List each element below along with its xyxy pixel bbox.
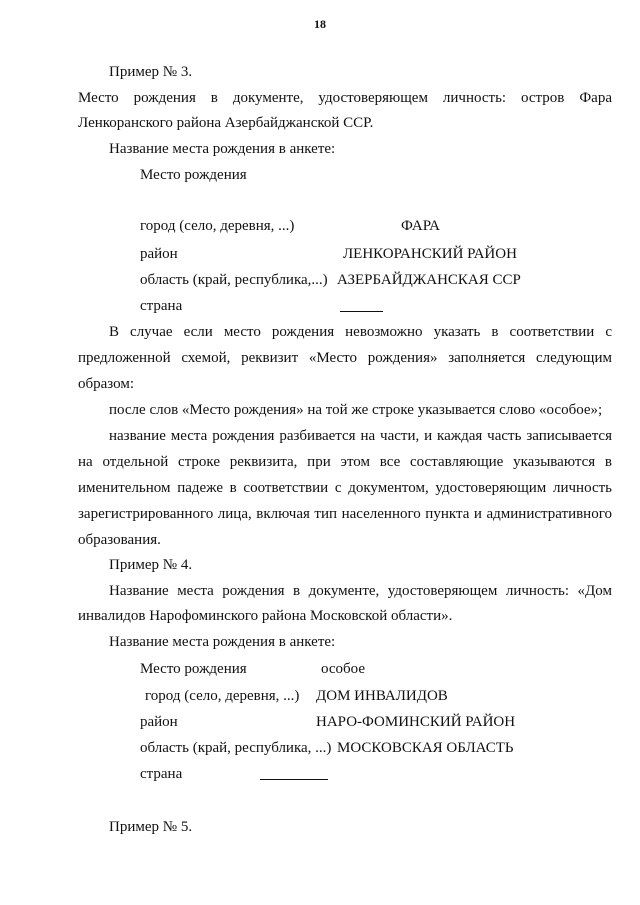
example-4-heading: Пример № 4.	[109, 557, 193, 573]
example-3-birthplace-label: Место рождения	[140, 167, 247, 183]
instruction-rule-2-line-1: название места рождения разбивается на части, и каждая часть записывается	[109, 428, 612, 444]
example-3-anketa-label: Название места рождения в анкете:	[109, 141, 336, 157]
example-3-city-label: город (село, деревня, ...)	[140, 218, 295, 234]
instruction-rule-2-line-4: зарегистрированного лица, включая тип населенного пункта и административного	[78, 506, 612, 522]
instruction-rule-2-line-5: образования.	[78, 532, 161, 548]
example-4-birthplace-value: особое	[321, 661, 366, 677]
example-3-city-value: ФАРА	[401, 218, 440, 234]
example-4-district-label: район	[140, 714, 178, 730]
example-3-country-blank	[340, 311, 383, 312]
example-4-country-label: страна	[140, 766, 183, 782]
example-3-document-line-2: Ленкоранского района Азербайджанской ССР.	[78, 115, 374, 131]
example-3-heading: Пример № 3.	[109, 64, 193, 80]
example-3-district-value: ЛЕНКОРАНСКИЙ РАЙОН	[343, 246, 517, 262]
instruction-rule-1: после слов «Место рождения» на той же строке указывается слово «особое»;	[109, 402, 603, 418]
example-4-city-label: город (село, деревня, ...)	[145, 688, 300, 704]
example-3-region-value: АЗЕРБАЙДЖАНСКАЯ ССР	[337, 272, 521, 288]
instruction-line-3: образом:	[78, 376, 135, 392]
instruction-rule-2-line-2: на отдельной строке реквизита, при этом все составляющие указываются в	[78, 454, 612, 470]
example-4-city-value: ДОМ ИНВАЛИДОВ	[316, 688, 448, 704]
example-4-district-value: НАРО-ФОМИНСКИЙ РАЙОН	[316, 714, 516, 730]
example-4-country-blank	[260, 779, 328, 780]
page-number: 18	[314, 17, 326, 31]
example-4-document-line-1: Название места рождения в документе, удостоверяющем личность: «Дом	[109, 583, 612, 599]
example-3-region-label: область (край, республика,...)	[140, 272, 328, 288]
instruction-line-2: предложенной схемой, реквизит «Место рождения» заполняется следующим	[78, 350, 612, 366]
example-3-district-label: район	[140, 246, 178, 262]
example-5-heading: Пример № 5.	[109, 819, 193, 835]
example-3-country-label: страна	[140, 298, 183, 314]
example-3-document-line-1: Место рождения в документе, удостоверяющем личность: остров Фара	[78, 90, 612, 106]
example-4-document-line-2: инвалидов Нарофоминского района Московской области».	[78, 608, 453, 624]
instruction-rule-2-line-3: именительном падеже в соответствии с документом, удостоверяющим личность	[78, 480, 612, 496]
instruction-line-1: В случае если место рождения невозможно указать в соответствии с	[109, 324, 612, 340]
example-4-anketa-label: Название места рождения в анкете:	[109, 634, 336, 650]
example-4-birthplace-label: Место рождения	[140, 661, 247, 677]
example-4-region-label: область (край, республика, ...)	[140, 740, 332, 756]
example-4-region-value: МОСКОВСКАЯ ОБЛАСТЬ	[337, 740, 514, 756]
